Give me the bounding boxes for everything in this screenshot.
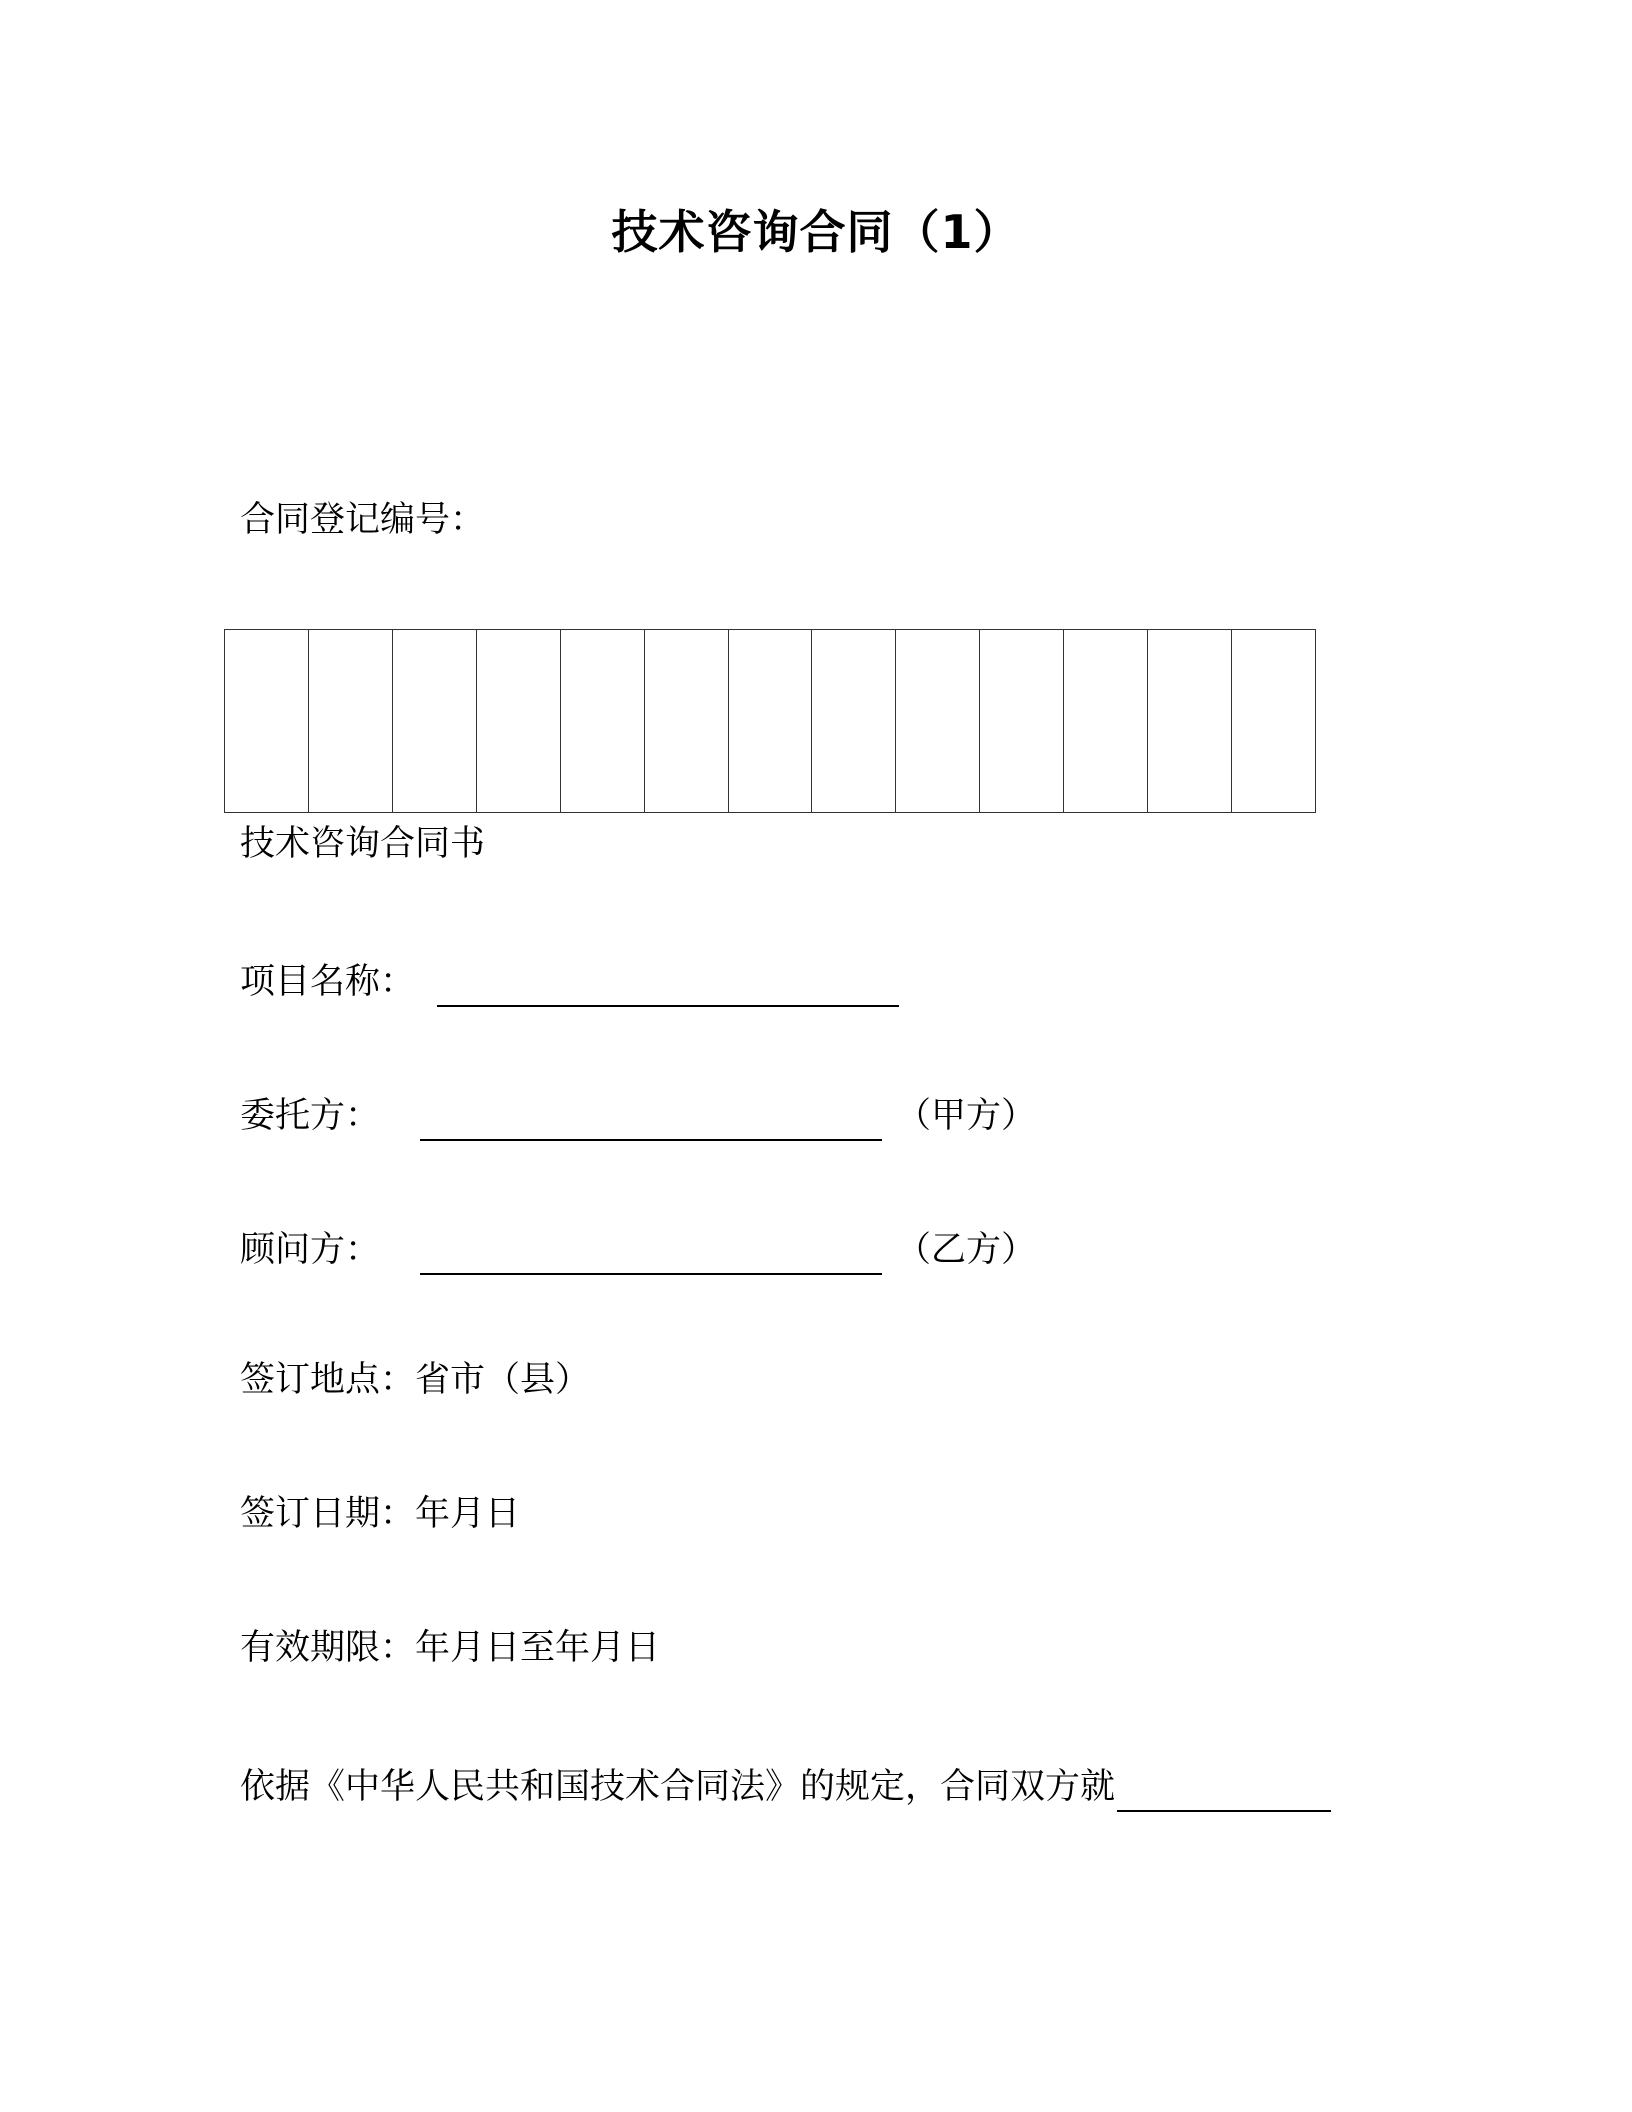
signing-place-row [240, 1358, 590, 1402]
validity-label: 有效期限： [240, 1628, 416, 1668]
signing-place-label: 签订地点： [240, 1360, 416, 1400]
client-row [240, 1090, 1036, 1138]
client-label: 委托方： [240, 1096, 381, 1136]
client-suffix: （甲方） [896, 1096, 1037, 1136]
registration-cell[interactable] [812, 630, 896, 812]
registration-number-grid [224, 629, 1316, 813]
registration-cell[interactable] [645, 630, 729, 812]
registration-cell[interactable] [1148, 630, 1232, 812]
signing-date-label: 签订日期： [240, 1494, 416, 1534]
registration-cell[interactable] [980, 630, 1064, 812]
registration-cell[interactable] [393, 630, 477, 812]
registration-cell[interactable] [561, 630, 645, 812]
legal-basis-blank[interactable] [1117, 1775, 1331, 1812]
signing-place-value: 省市（县） [415, 1360, 591, 1400]
consultant-suffix: （乙方） [896, 1230, 1037, 1270]
consultant-blank[interactable] [420, 1238, 882, 1275]
registration-cell[interactable] [1232, 630, 1315, 812]
project-name-label: 项目名称： [240, 962, 416, 1002]
registration-cell[interactable] [225, 630, 309, 812]
signing-date-row [240, 1492, 520, 1536]
registration-cell[interactable] [1064, 630, 1148, 812]
project-name-blank[interactable] [437, 970, 899, 1007]
registration-cell[interactable] [309, 630, 393, 812]
registration-cell[interactable] [896, 630, 980, 812]
legal-basis-text: 依据《中华人民共和国技术合同法》的规定，合同双方就 [240, 1767, 1116, 1807]
validity-row [240, 1626, 660, 1670]
legal-basis-row [240, 1761, 1331, 1809]
registration-number-label: 合同登记编号： [240, 500, 486, 540]
project-name-row [240, 956, 899, 1004]
consultant-row [240, 1224, 1036, 1272]
validity-value: 年月日至年月日 [415, 1628, 661, 1668]
registration-cell[interactable] [477, 630, 561, 812]
contract-book-title: 技术咨询合同书 [240, 824, 486, 864]
registration-cell[interactable] [729, 630, 813, 812]
document-title: 技术咨询合同（1） [611, 205, 1021, 259]
client-blank[interactable] [420, 1104, 882, 1141]
signing-date-value: 年月日 [415, 1494, 521, 1534]
consultant-label: 顾问方： [240, 1230, 381, 1270]
